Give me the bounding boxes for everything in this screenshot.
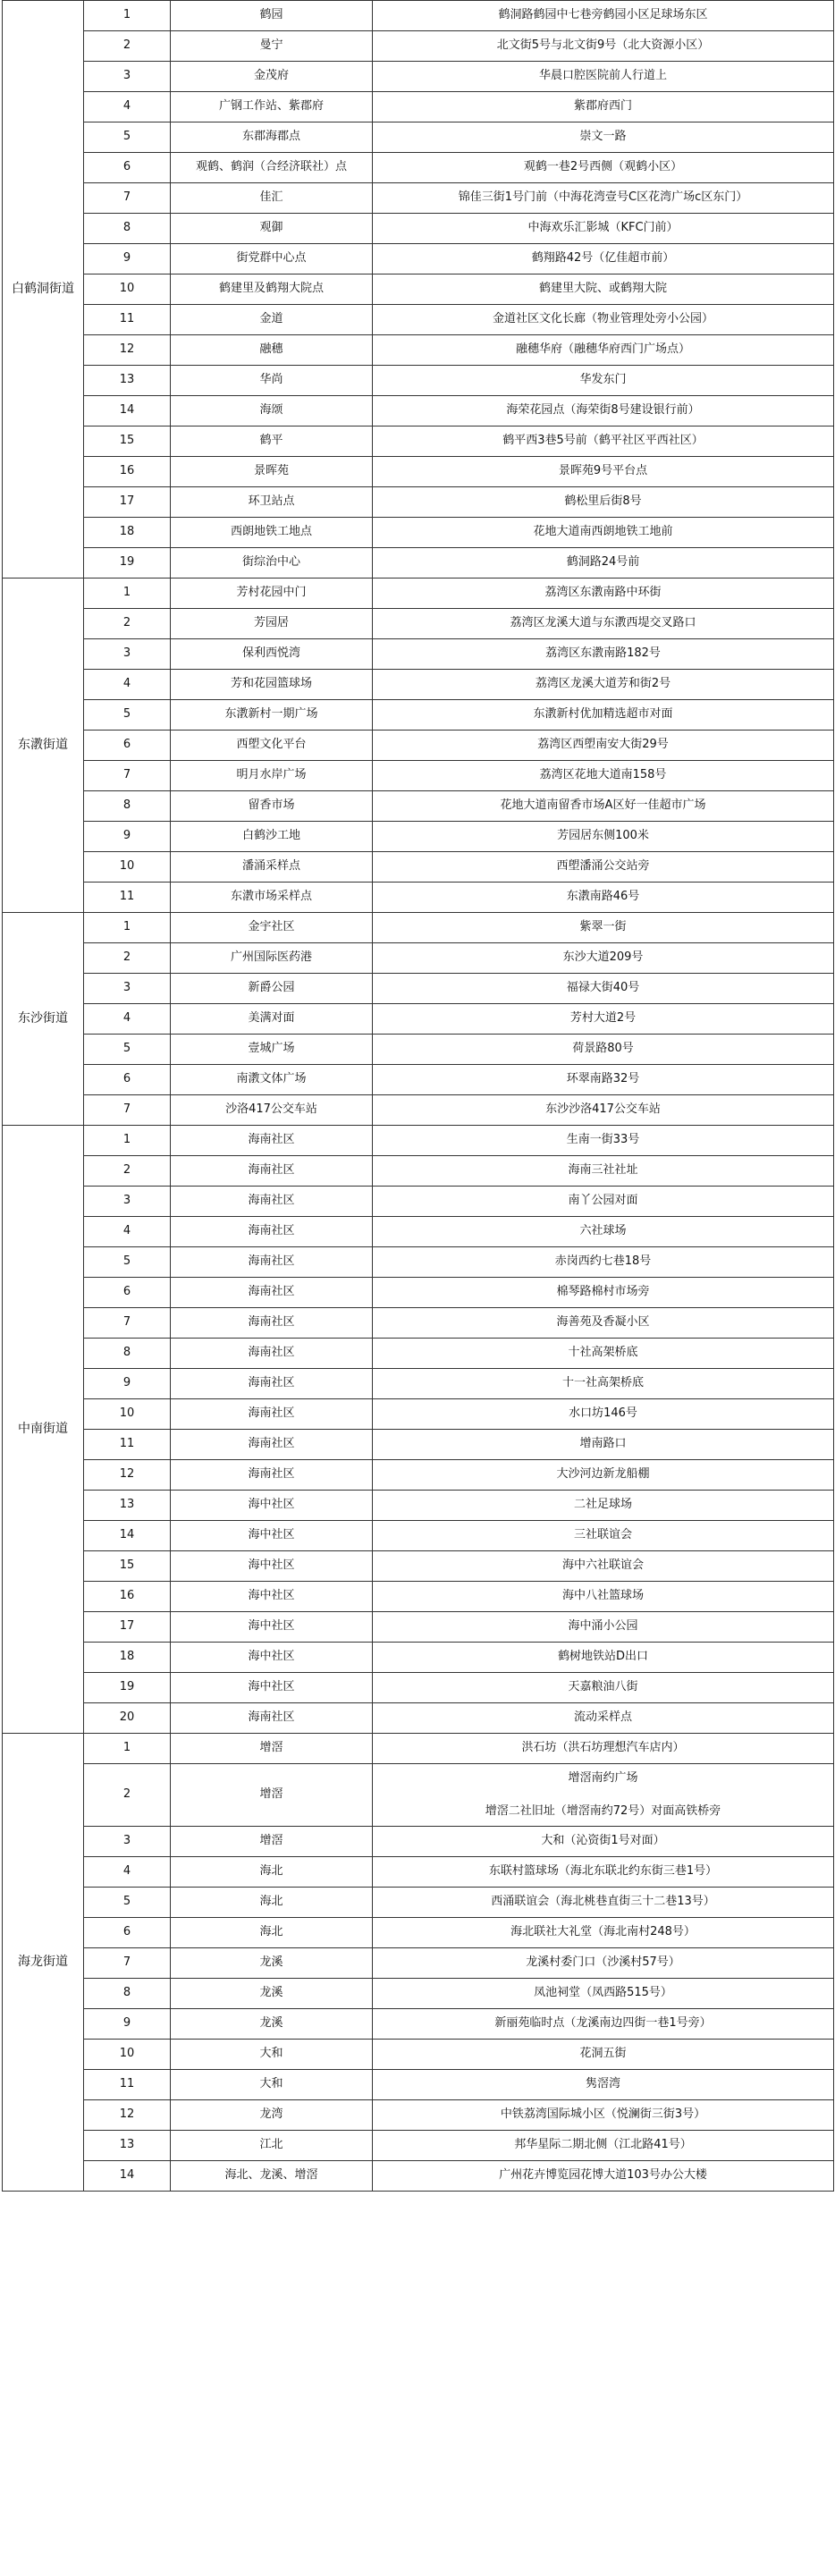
table-row <box>3 1612 834 1643</box>
row-number-cell: 5 <box>84 1247 171 1278</box>
site-name-cell: 环卫站点 <box>171 487 373 518</box>
address-cell: 芳园居东侧100米 <box>373 822 834 852</box>
address-cell: 崇文一路 <box>373 122 834 153</box>
table-row <box>3 670 834 700</box>
row-number-cell: 6 <box>84 731 171 761</box>
site-name-cell: 广州国际医药港 <box>171 943 373 974</box>
address-cell: 观鹤一巷2号西侧（观鹤小区） <box>373 153 834 183</box>
address-cell: 海南三社社址 <box>373 1156 834 1187</box>
row-number-cell: 16 <box>84 1582 171 1612</box>
table-row <box>3 153 834 183</box>
row-number-cell: 19 <box>84 548 171 579</box>
site-name-cell: 保利西悦湾 <box>171 639 373 670</box>
row-number-cell: 5 <box>84 1035 171 1065</box>
row-number-cell: 8 <box>84 1339 171 1369</box>
site-name-cell: 海中社区 <box>171 1612 373 1643</box>
address-cell: 隽滘湾 <box>373 2070 834 2100</box>
row-number-cell: 13 <box>84 2131 171 2161</box>
site-name-cell: 佳汇 <box>171 183 373 214</box>
site-name-cell: 海中社区 <box>171 1491 373 1521</box>
table-row <box>3 548 834 579</box>
row-number-cell: 4 <box>84 670 171 700</box>
address-cell: 海中八社篮球场 <box>373 1582 834 1612</box>
site-name-cell: 潘涌采样点 <box>171 852 373 883</box>
address-cell: 东漖南路46号 <box>373 883 834 913</box>
row-number-cell: 7 <box>84 183 171 214</box>
table-row <box>3 1156 834 1187</box>
address-cell: 邦华星际二期北侧（江北路41号） <box>373 2131 834 2161</box>
table-row <box>3 1734 834 1764</box>
address-cell: 金道社区文化长廊（物业管理处旁小公园） <box>373 305 834 335</box>
table-row <box>3 2161 834 2192</box>
address-cell: 花地大道南西朗地铁工地前 <box>373 518 834 548</box>
address-cell: 紫翠一街 <box>373 913 834 943</box>
site-name-cell: 海南社区 <box>171 1430 373 1460</box>
table-row <box>3 1582 834 1612</box>
site-name-cell: 观鹤、鹤润（合经济联社）点 <box>171 153 373 183</box>
site-name-cell: 芳村花园中门 <box>171 579 373 609</box>
site-name-cell: 壹城广场 <box>171 1035 373 1065</box>
address-cell: 海北联社大礼堂（海北南村248号） <box>373 1918 834 1948</box>
address-cell: 中铁荔湾国际城小区（悦澜街三街3号） <box>373 2100 834 2131</box>
table-row <box>3 883 834 913</box>
table-row <box>3 1035 834 1065</box>
table-row <box>3 1918 834 1948</box>
table-row <box>3 1979 834 2009</box>
site-name-cell: 华尚 <box>171 366 373 396</box>
address-cell: 十一社高架桥底 <box>373 1369 834 1399</box>
address-cell: 增南路口 <box>373 1430 834 1460</box>
row-number-cell: 1 <box>84 1126 171 1156</box>
table-row <box>3 183 834 214</box>
address-cell: 海中六社联谊会 <box>373 1551 834 1582</box>
row-number-cell: 3 <box>84 1827 171 1857</box>
table-row <box>3 274 834 305</box>
address-cell: 西涌联谊会（海北桃巷直街三十二巷13号） <box>373 1888 834 1918</box>
address-cell: 中海欢乐汇影城（KFC门前） <box>373 214 834 244</box>
site-name-cell: 增滘 <box>171 1827 373 1857</box>
site-name-cell: 金道 <box>171 305 373 335</box>
site-name-cell: 龙溪 <box>171 2009 373 2040</box>
address-cell: 三社联谊会 <box>373 1521 834 1551</box>
row-number-cell: 11 <box>84 2070 171 2100</box>
site-name-cell: 南漖文体广场 <box>171 1065 373 1095</box>
address-cell: 东漖新村优加精选超市对面 <box>373 700 834 731</box>
table-row <box>3 852 834 883</box>
address-cell: 鹤翔路42号（亿佳超市前） <box>373 244 834 274</box>
address-cell: 鹤松里后街8号 <box>373 487 834 518</box>
row-number-cell: 12 <box>84 1460 171 1491</box>
site-name-cell: 海中社区 <box>171 1673 373 1703</box>
address-cell: 十社高架桥底 <box>373 1339 834 1369</box>
address-cell: 荷景路80号 <box>373 1035 834 1065</box>
row-number-cell: 2 <box>84 1156 171 1187</box>
table-row <box>3 2070 834 2100</box>
address-cell: 大和（沁资街1号对面） <box>373 1827 834 1857</box>
row-number-cell: 11 <box>84 1430 171 1460</box>
site-name-cell: 白鹤沙工地 <box>171 822 373 852</box>
site-name-cell: 海中社区 <box>171 1582 373 1612</box>
table-row <box>3 1673 834 1703</box>
table-row <box>3 1948 834 1979</box>
street-name-cell: 白鹤洞街道 <box>3 1 84 579</box>
address-cell: 天嘉粮油八街 <box>373 1673 834 1703</box>
address-cell: 华发东门 <box>373 366 834 396</box>
row-number-cell: 14 <box>84 396 171 427</box>
row-number-cell: 19 <box>84 1673 171 1703</box>
site-name-cell: 美满对面 <box>171 1004 373 1035</box>
site-name-cell: 增滘 <box>171 1734 373 1764</box>
row-number-cell: 4 <box>84 92 171 122</box>
row-number-cell: 1 <box>84 1734 171 1764</box>
row-number-cell: 12 <box>84 2100 171 2131</box>
row-number-cell: 9 <box>84 244 171 274</box>
site-name-cell: 西朗地铁工地点 <box>171 518 373 548</box>
site-name-cell: 海北 <box>171 1888 373 1918</box>
street-name-cell: 东漖街道 <box>3 579 84 913</box>
row-number-cell: 14 <box>84 2161 171 2192</box>
table-row <box>3 1827 834 1857</box>
site-name-cell: 东郡海郡点 <box>171 122 373 153</box>
table-row <box>3 609 834 639</box>
site-name-cell: 海南社区 <box>171 1278 373 1308</box>
row-number-cell: 4 <box>84 1217 171 1247</box>
address-cell: 广州花卉博览园花博大道103号办公大楼 <box>373 2161 834 2192</box>
row-number-cell: 16 <box>84 457 171 487</box>
address-cell: 东沙沙洛417公交车站 <box>373 1095 834 1126</box>
site-name-cell: 海中社区 <box>171 1643 373 1673</box>
table-row <box>3 1430 834 1460</box>
site-name-cell: 龙湾 <box>171 2100 373 2131</box>
row-number-cell: 11 <box>84 883 171 913</box>
row-number-cell: 18 <box>84 1643 171 1673</box>
site-name-cell: 街综治中心 <box>171 548 373 579</box>
site-name-cell: 广钢工作站、紫郡府 <box>171 92 373 122</box>
site-name-cell: 龙溪 <box>171 1948 373 1979</box>
address-cell: 荔湾区西塱南安大街29号 <box>373 731 834 761</box>
site-name-cell: 新爵公园 <box>171 974 373 1004</box>
row-number-cell: 9 <box>84 2009 171 2040</box>
table-row <box>3 396 834 427</box>
table-row <box>3 913 834 943</box>
site-name-cell: 海南社区 <box>171 1247 373 1278</box>
table-row <box>3 1369 834 1399</box>
table-row <box>3 1187 834 1217</box>
row-number-cell: 11 <box>84 305 171 335</box>
address-cell: 水口坊146号 <box>373 1399 834 1430</box>
site-name-cell: 曼宁 <box>171 31 373 62</box>
row-number-cell: 14 <box>84 1521 171 1551</box>
address-cell: 荔湾区龙溪大道芳和街2号 <box>373 670 834 700</box>
address-cell: 海荣花园点（海荣街8号建设银行前） <box>373 396 834 427</box>
address-cell: 福禄大街40号 <box>373 974 834 1004</box>
site-name-cell: 海南社区 <box>171 1308 373 1339</box>
table-row <box>3 366 834 396</box>
row-number-cell: 10 <box>84 1399 171 1430</box>
table-row <box>3 2100 834 2131</box>
address-cell: 荔湾区花地大道南158号 <box>373 761 834 791</box>
row-number-cell: 6 <box>84 1918 171 1948</box>
site-name-cell: 大和 <box>171 2070 373 2100</box>
address-cell: 东沙大道209号 <box>373 943 834 974</box>
table-row <box>3 1643 834 1673</box>
address-cell: 荔湾区东漖南路182号 <box>373 639 834 670</box>
table-row <box>3 1703 834 1734</box>
site-name-cell: 海南社区 <box>171 1156 373 1187</box>
address-cell: 海中涌小公园 <box>373 1612 834 1643</box>
address-line: 增滘南约广场 <box>568 1771 638 1786</box>
row-number-cell: 10 <box>84 2040 171 2070</box>
row-number-cell: 5 <box>84 122 171 153</box>
row-number-cell: 6 <box>84 153 171 183</box>
site-name-cell: 增滘 <box>171 1764 373 1827</box>
address-cell: 西塱潘涌公交站旁 <box>373 852 834 883</box>
table-row <box>3 1399 834 1430</box>
address-cell: 生南一街33号 <box>373 1126 834 1156</box>
address-cell: 大沙河边新龙船棚 <box>373 1460 834 1491</box>
site-name-cell: 海颂 <box>171 396 373 427</box>
site-name-cell: 鹤园 <box>171 1 373 31</box>
table-row <box>3 1278 834 1308</box>
site-name-cell: 海南社区 <box>171 1126 373 1156</box>
address-cell: 荔湾区龙溪大道与东漖西堤交叉路口 <box>373 609 834 639</box>
row-number-cell: 3 <box>84 974 171 1004</box>
site-name-cell: 融穗 <box>171 335 373 366</box>
address-cell: 鹤洞路24号前 <box>373 548 834 579</box>
row-number-cell: 4 <box>84 1857 171 1888</box>
table-row <box>3 700 834 731</box>
table-row <box>3 427 834 457</box>
row-number-cell: 3 <box>84 1187 171 1217</box>
row-number-cell: 2 <box>84 609 171 639</box>
row-number-cell: 7 <box>84 1095 171 1126</box>
table-row <box>3 1217 834 1247</box>
table-row <box>3 1308 834 1339</box>
row-number-cell: 10 <box>84 852 171 883</box>
address-cell: 洪石坊（洪石坊理想汽车店内） <box>373 1734 834 1764</box>
site-name-cell: 海南社区 <box>171 1217 373 1247</box>
row-number-cell: 2 <box>84 943 171 974</box>
table-row <box>3 122 834 153</box>
row-number-cell: 10 <box>84 274 171 305</box>
row-number-cell: 18 <box>84 518 171 548</box>
address-cell: 融穗华府（融穗华府西门广场点） <box>373 335 834 366</box>
table-row <box>3 244 834 274</box>
street-name-cell: 海龙街道 <box>3 1734 84 2192</box>
address-cell: 凤池祠堂（凤西路515号） <box>373 1979 834 2009</box>
table-row <box>3 1888 834 1918</box>
row-number-cell: 12 <box>84 335 171 366</box>
row-number-cell: 9 <box>84 822 171 852</box>
address-cell: 北文街5号与北文街9号（北大资源小区） <box>373 31 834 62</box>
address-cell: 海善苑及香凝小区 <box>373 1308 834 1339</box>
table-row <box>3 639 834 670</box>
site-name-cell: 海南社区 <box>171 1369 373 1399</box>
site-name-cell: 芳园居 <box>171 609 373 639</box>
table-row <box>3 2009 834 2040</box>
row-number-cell: 3 <box>84 62 171 92</box>
site-name-cell: 芳和花园篮球场 <box>171 670 373 700</box>
address-cell: 鹤洞路鹤园中七巷旁鹤园小区足球场东区 <box>373 1 834 31</box>
address-cell <box>373 1764 834 1827</box>
table-row <box>3 457 834 487</box>
site-name-cell: 西塱文化平台 <box>171 731 373 761</box>
address-cell: 锦佳三街1号门前（中海花湾壹号C区花湾广场c区东门） <box>373 183 834 214</box>
site-name-cell: 海南社区 <box>171 1399 373 1430</box>
address-cell: 赤岗西约七巷18号 <box>373 1247 834 1278</box>
site-name-cell: 东漖市场采样点 <box>171 883 373 913</box>
table-row <box>3 1339 834 1369</box>
address-cell: 荔湾区东漖南路中环街 <box>373 579 834 609</box>
table-row <box>3 335 834 366</box>
row-number-cell: 8 <box>84 1979 171 2009</box>
row-number-cell: 13 <box>84 366 171 396</box>
site-name-cell: 鹤平 <box>171 427 373 457</box>
table-row <box>3 2040 834 2070</box>
site-name-cell: 龙溪 <box>171 1979 373 2009</box>
table-row <box>3 1247 834 1278</box>
site-name-cell: 海北 <box>171 1918 373 1948</box>
site-name-cell: 沙洛417公交车站 <box>171 1095 373 1126</box>
table-row <box>3 731 834 761</box>
table-body <box>3 1 834 2192</box>
row-number-cell: 20 <box>84 1703 171 1734</box>
row-number-cell: 4 <box>84 1004 171 1035</box>
site-name-cell: 留香市场 <box>171 791 373 822</box>
row-number-cell: 15 <box>84 1551 171 1582</box>
table-row <box>3 822 834 852</box>
table-row <box>3 1764 834 1827</box>
address-cell: 芳村大道2号 <box>373 1004 834 1035</box>
row-number-cell: 8 <box>84 791 171 822</box>
site-name-cell: 海南社区 <box>171 1187 373 1217</box>
table-row <box>3 579 834 609</box>
address-cell: 东联村篮球场（海北东联北约东街三巷1号） <box>373 1857 834 1888</box>
row-number-cell: 1 <box>84 1 171 31</box>
address-cell: 新丽苑临时点（龙溪南边四街一巷1号旁） <box>373 2009 834 2040</box>
row-number-cell: 2 <box>84 31 171 62</box>
address-cell: 六社球场 <box>373 1217 834 1247</box>
row-number-cell: 7 <box>84 1308 171 1339</box>
table-row <box>3 31 834 62</box>
row-number-cell: 1 <box>84 913 171 943</box>
row-number-cell: 9 <box>84 1369 171 1399</box>
site-name-cell: 景晖苑 <box>171 457 373 487</box>
table-row <box>3 1491 834 1521</box>
table-row <box>3 1 834 31</box>
table-row <box>3 62 834 92</box>
table-row <box>3 1004 834 1035</box>
site-name-cell: 金茂府 <box>171 62 373 92</box>
table-row <box>3 1551 834 1582</box>
table-row <box>3 943 834 974</box>
site-name-cell: 海北、龙溪、增滘 <box>171 2161 373 2192</box>
table-row <box>3 761 834 791</box>
street-name-cell: 中南街道 <box>3 1126 84 1734</box>
row-number-cell: 5 <box>84 700 171 731</box>
address-cell: 南丫公园对面 <box>373 1187 834 1217</box>
table-row <box>3 1126 834 1156</box>
address-cell: 环翠南路32号 <box>373 1065 834 1095</box>
table-row <box>3 518 834 548</box>
row-number-cell: 17 <box>84 487 171 518</box>
row-number-cell: 17 <box>84 1612 171 1643</box>
table-row <box>3 1460 834 1491</box>
row-number-cell: 13 <box>84 1491 171 1521</box>
table-row <box>3 1857 834 1888</box>
address-cell: 花洞五街 <box>373 2040 834 2070</box>
row-number-cell: 15 <box>84 427 171 457</box>
address-cell: 鹤平西3巷5号前（鹤平社区平西社区） <box>373 427 834 457</box>
address-cell: 棉琴路棉村市场旁 <box>373 1278 834 1308</box>
table-row <box>3 974 834 1004</box>
table-row <box>3 305 834 335</box>
address-cell: 景晖苑9号平台点 <box>373 457 834 487</box>
site-name-cell: 海北 <box>171 1857 373 1888</box>
row-number-cell: 6 <box>84 1278 171 1308</box>
site-name-cell: 海南社区 <box>171 1460 373 1491</box>
address-cell: 二社足球场 <box>373 1491 834 1521</box>
site-name-cell: 明月水岸广场 <box>171 761 373 791</box>
street-name-cell: 东沙街道 <box>3 913 84 1126</box>
site-name-cell: 江北 <box>171 2131 373 2161</box>
address-line: 增滘二社旧址（增滘南约72号）对面高铁桥旁 <box>485 1803 721 1818</box>
site-name-cell: 海中社区 <box>171 1551 373 1582</box>
address-cell: 花地大道南留香市场A区好一佳超市广场 <box>373 791 834 822</box>
site-name-cell: 金宇社区 <box>171 913 373 943</box>
table-row <box>3 2131 834 2161</box>
sampling-sites-table <box>2 0 834 2192</box>
site-name-cell: 观御 <box>171 214 373 244</box>
address-cell: 鹤树地铁站D出口 <box>373 1643 834 1673</box>
site-name-cell: 海南社区 <box>171 1339 373 1369</box>
site-name-cell: 街党群中心点 <box>171 244 373 274</box>
row-number-cell: 7 <box>84 761 171 791</box>
table-row <box>3 1095 834 1126</box>
site-name-cell: 东漖新村一期广场 <box>171 700 373 731</box>
site-name-cell: 海中社区 <box>171 1521 373 1551</box>
address-cell: 紫郡府西门 <box>373 92 834 122</box>
site-name-cell: 海南社区 <box>171 1703 373 1734</box>
row-number-cell: 1 <box>84 579 171 609</box>
row-number-cell: 3 <box>84 639 171 670</box>
table-row <box>3 214 834 244</box>
row-number-cell: 6 <box>84 1065 171 1095</box>
table-row <box>3 1521 834 1551</box>
row-number-cell: 8 <box>84 214 171 244</box>
address-cell: 流动采样点 <box>373 1703 834 1734</box>
address-cell: 华晨口腔医院前人行道上 <box>373 62 834 92</box>
row-number-cell: 7 <box>84 1948 171 1979</box>
row-number-cell: 5 <box>84 1888 171 1918</box>
table-row <box>3 1065 834 1095</box>
table-row <box>3 92 834 122</box>
table-row <box>3 791 834 822</box>
address-cell: 鹤建里大院、或鹤翔大院 <box>373 274 834 305</box>
row-number-cell: 2 <box>84 1764 171 1827</box>
site-name-cell: 鹤建里及鹤翔大院点 <box>171 274 373 305</box>
site-name-cell: 大和 <box>171 2040 373 2070</box>
table-row <box>3 487 834 518</box>
address-cell: 龙溪村委门口（沙溪村57号） <box>373 1948 834 1979</box>
